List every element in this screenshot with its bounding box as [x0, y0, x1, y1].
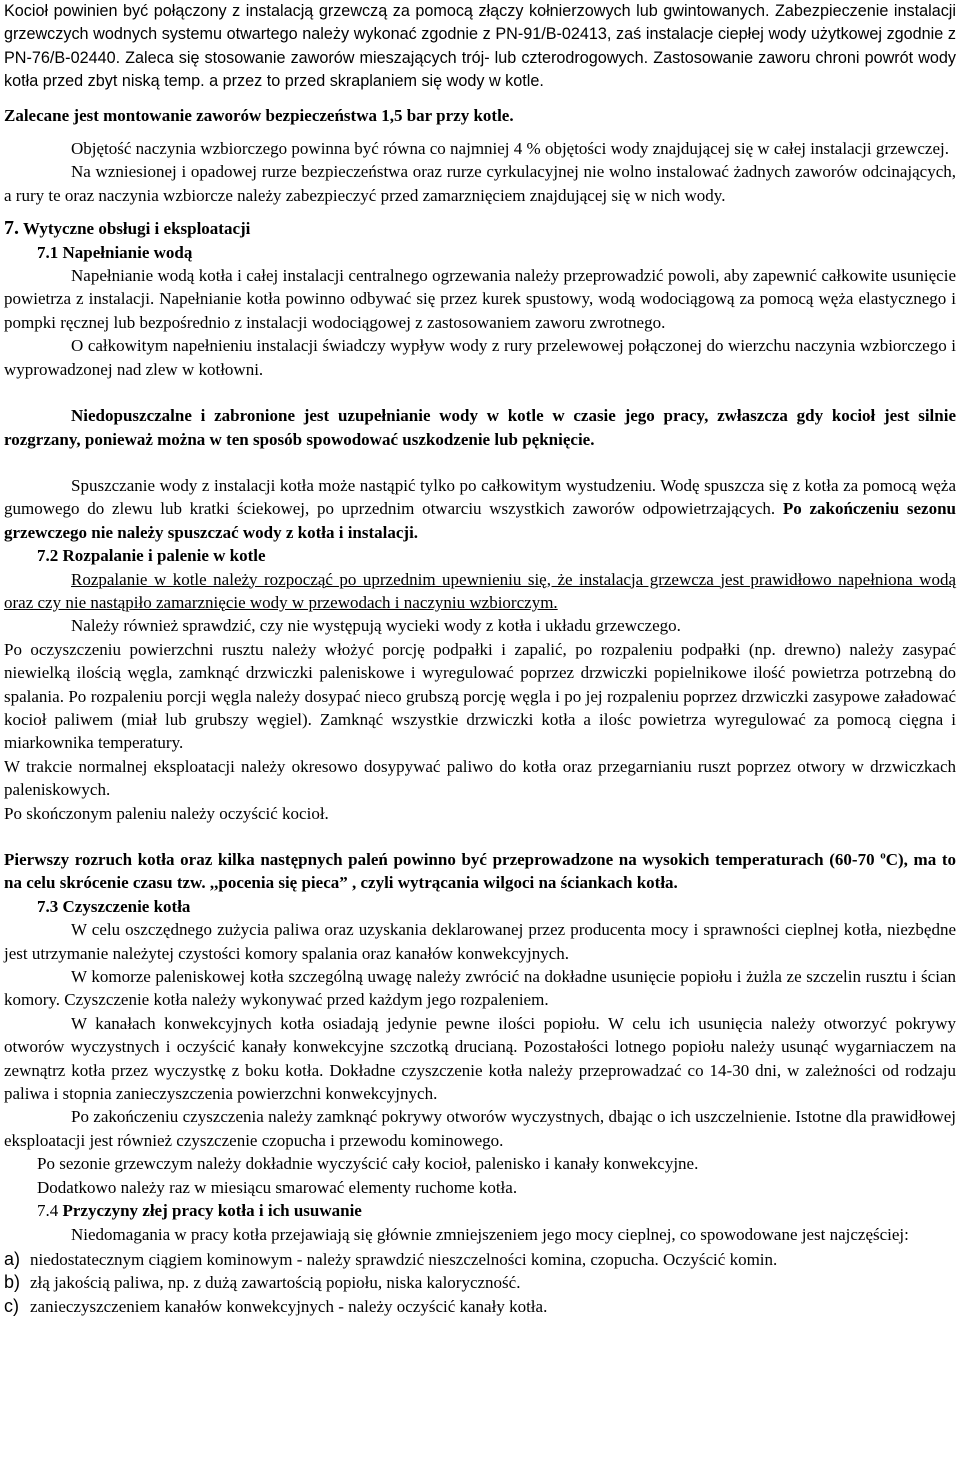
list-item-text: niedostatecznym ciągiem kominowym - należy sprawdzić nieszczelności komina, czopucha. Oczyścić komin. — [30, 1249, 778, 1269]
cleaning-paragraph-6: Dodatkowo należy raz w miesiącu smarować elementy ruchome kotła. — [37, 1177, 518, 1197]
draining-paragraph — [4, 474, 956, 544]
list-marker: b) — [4, 1272, 21, 1293]
cleaning-paragraph-4: Po zakończeniu czyszczenia należy zamknąć pokrywy otworów wyczystnych, dbając o ich uszczelnienie. Istotne dla prawidłowej eksploatacji jest również czyszczenie czopucha i przewodu kominowego. — [4, 1107, 956, 1150]
list-item — [4, 1271, 956, 1294]
ignition-paragraph-3: Po oczyszczeniu powierzchni rusztu należy włożyć porcję podpałki i zapalić, po rozpaleniu podpałki (np. drewno) należy zasypać niewielką ilością węgla, zamknąć drzwiczki paleniskowe i wyregulować poprzez drzwiczki popielnikowe ilość powietrza potrzebną do spalania. Po rozpaleniu porcji węgla należy dosypać nieco grubszą porcję węgla i po jej rozpaleniu poprzez drzwiczki zasypowe załadować kocioł paliwem (miał lub grubszy węgiel). Zamknąć wszystkie drzwiczki kotła a ilośc powietrza wyregulować za pomocą cięgna i miarkownika temperatury. — [4, 639, 956, 753]
section-7-number: 7. — [4, 217, 19, 240]
ignition-paragraph-2: Należy również sprawdzić, czy nie występują wycieki wody z kotła i układu grzewczego. — [71, 616, 681, 636]
cleaning-paragraph-5: Po sezonie grzewczym należy dokładnie wyczyścić cały kocioł, palenisko i kanały konwekcyjne. — [37, 1154, 699, 1174]
ignition-paragraph-5: Po skończonym paleniu należy oczyścić kocioł. — [4, 803, 329, 823]
section-7-3-title: Czyszczenie kotła — [62, 896, 191, 916]
cleaning-paragraph-2: W komorze paleniskowej kotła szczególną uwagę należy zwrócić na dokładne usunięcie popiołu i żużla ze szczelin rusztu i ścian komory. Czyszczenie kotła należy wykonywać przed każdym jego rozpaleniem. — [4, 967, 956, 1010]
safety-pipe-paragraph: Na wzniesionej i opadowej rurze bezpieczeństwa oraz rurze cyrkulacyjnej nie wolno instalować żadnych zaworów odcinających, a rury te oraz naczynia wzbiorcze należy zabezpieczyć przed zamarznięciem znajdującej się w nich wody. — [4, 162, 956, 205]
list-item — [4, 1295, 956, 1318]
list-marker: a) — [4, 1248, 21, 1269]
list-item-text: złą jakością paliwa, np. z dużą zawartością popiołu, niska kaloryczność. — [30, 1273, 521, 1293]
faults-list — [4, 1248, 956, 1318]
faults-paragraph: Niedomagania w pracy kotła przejawiają się głównie zmniejszeniem jego mocy cieplnej, co spowodowane jest najczęściej: — [71, 1224, 909, 1244]
safety-valve-note: Zalecane jest montowanie zaworów bezpieczeństwa 1,5 bar przy kotle. — [4, 105, 514, 125]
section-7-4-number: 7.4 — [37, 1201, 59, 1221]
section-7-2-title: Rozpalanie i palenie w kotle — [62, 546, 266, 566]
filling-paragraph-1: Napełnianie wodą kotła i całej instalacji centralnego ogrzewania należy przeprowadzić powoli, aby zapewnić całkowite usunięcie powietrza z instalacji. Napełnianie kotła powinno odbywać się przez kurek spustowy, wodą wodociągową za pomocą węża elastycznego i pompki ręcznej lub bezpośrednio z instalacji wodociągowej z zastosowaniem zaworu zwrotnego. — [4, 266, 956, 332]
filling-warning: Niedopuszczalne i zabronione jest uzupełnianie wody w kotle w czasie jego pracy, zwłaszcza gdy kocioł jest silnie rozgrzany, ponieważ można w ten sposób spowodować uszkodzenie lub pęknięcie. — [4, 406, 956, 449]
draining-bold-note: Po zakończeniu sezonu grzewczego nie należy spuszczać wody z kotła i instalacji. — [4, 499, 956, 542]
cleaning-paragraph-1: W celu oszczędnego zużycia paliwa oraz uzyskania deklarowanej przez producenta mocy i sprawności cieplnej kotła, niezbędne jest utrzymanie należytej czystości komory spalania oraz kanałów konwekcyjnych. — [4, 920, 956, 963]
section-7-3-heading — [4, 895, 956, 918]
first-startup-note — [4, 848, 956, 895]
section-7-2-number: 7.2 — [37, 546, 59, 566]
list-marker: c) — [4, 1295, 19, 1316]
section-7-heading — [4, 217, 956, 240]
list-item-text: zanieczyszczeniem kanałów konwekcyjnych - należy oczyścić kanały kotła. — [30, 1296, 548, 1316]
intro-paragraph: Kocioł powinien być połączony z instalacją grzewczą za pomocą złączy kołnierzowych lub gwintowanych. Zabezpieczenie instalacji grzewczych wodnych systemu otwartego należy wykonać zgodnie z PN-91/B-02413, zaś instalacje ciepłej wody użytkowej zgodnie z PN-76/B-02440. Zaleca się stosowanie zaworów mieszających trój- lub czterodrogowych. Zastosowanie zaworu chroni powrót wody kotła przed zbyt niską temp. a przez to przed skraplaniem się wody w kotle. — [4, 2, 956, 91]
degree-sup: o — [880, 849, 886, 862]
expansion-vessel-paragraph: Objętość naczynia wzbiorczego powinna być równa co najmniej 4 % objętości wody znajdującej się w całej instalacji grzewczej. — [71, 139, 949, 159]
section-7-title: Wytyczne obsługi i eksploatacji — [22, 219, 251, 239]
cleaning-paragraph-3: W kanałach konwekcyjnych kotła osiadają jedynie pewne ilości popiołu. W celu ich usunięcia należy otworzyć pokrywy otworów wyczystnych i oczyścić kanały konwekcyjne szczotką drucianą. Pozostałości lotnego popiołu należy usunąć wygarniaczem na zewnątrz kotła przez wyczystkę z boku kotła. Dokładne czyszczenie kotła należy przeprowadzać co 14-30 dni, w zależności od rodzaju paliwa i stopnia zanieczyszczenia powierzchni konwekcyjnych. — [4, 1013, 956, 1104]
section-7-1-title: Napełnianie wodą — [62, 242, 193, 262]
section-7-3-number: 7.3 — [37, 896, 59, 916]
ignition-paragraph-1: Rozpalanie w kotle należy rozpocząć po uprzednim upewnieniu się, że instalacja grzewcza jest prawidłowo napełniona wodą oraz czy nie nastąpiło zamarznięcie wody w przewodach i naczyniu wzbiorczym. — [4, 569, 956, 612]
filling-paragraph-2: O całkowitym napełnieniu instalacji świadczy wypływ wody z rury przelewowej połączonej do wierzchu naczynia wzbiorczego i wyprowadzonej nad zlew w kotłowni. — [4, 336, 956, 379]
section-7-2-heading — [4, 544, 956, 567]
draining-text: Spuszczanie wody z instalacji kotła może nastąpić tylko po całkowitym wystudzeniu. Wodę spuszcza się z kotła za pomocą węża gumowego do zlewu lub kratki ściekowej, po uprzednim otwarciu wszystkich zaworów odpowietrzających. — [4, 475, 956, 519]
section-7-1-heading — [4, 241, 956, 264]
ignition-paragraph-4: W trakcie normalnej eksploatacji należy okresowo dosypywać paliwo do kotła oraz przegarnianiu ruszt poprzez otwory w drzwiczkach paleniskowych. — [4, 756, 956, 800]
first-startup-text-b: C), ma to na celu skrócenie czasu tzw. ,,pocenia się pieca” , czyli wytrącania wilgoci na ściankach kotła. — [4, 850, 957, 893]
section-7-4-title: Przyczyny złej pracy kotła i ich usuwanie — [62, 1201, 362, 1221]
list-item — [4, 1248, 956, 1271]
section-7-1-number: 7.1 — [37, 242, 59, 262]
section-7-4-heading — [4, 1199, 956, 1222]
first-startup-text-a: Pierwszy rozruch kotła oraz kilka następnych paleń powinno być przeprowadzone na wysokich temperaturach (60-70 — [4, 850, 881, 869]
